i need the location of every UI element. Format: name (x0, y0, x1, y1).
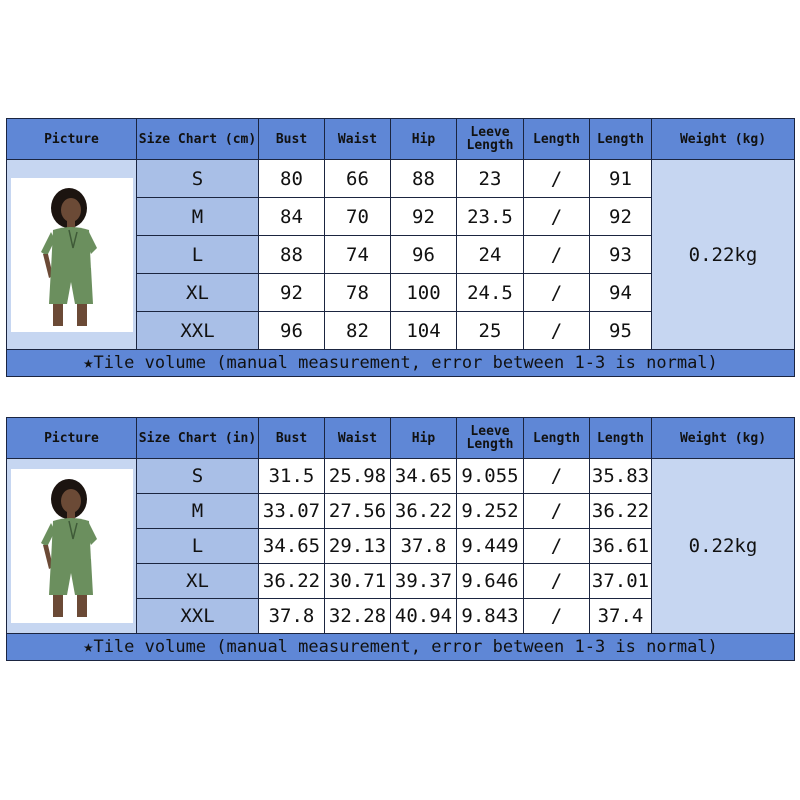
length-2-value: 94 (590, 274, 652, 312)
sleeve-length-value: 9.646 (457, 564, 524, 599)
length-1-value: / (524, 274, 590, 312)
product-picture (7, 459, 137, 634)
bust-value: 33.07 (259, 494, 325, 529)
measurement-note: ★Tile volume (manual measurement, error between 1-3 is normal) (7, 350, 795, 377)
header-weight: Weight (kg) (652, 418, 795, 459)
bust-value: 36.22 (259, 564, 325, 599)
header-picture: Picture (7, 418, 137, 459)
size-chart-cm (6, 118, 794, 377)
size-label: S (137, 160, 259, 198)
sleeve-length-value: 9.055 (457, 459, 524, 494)
length-2-value: 37.4 (590, 599, 652, 634)
sleeve-length-value: 23 (457, 160, 524, 198)
hip-value: 104 (391, 312, 457, 350)
header-sleeve-length: Leeve Length (457, 418, 524, 459)
size-label: M (137, 198, 259, 236)
header-size-chart: Size Chart (in) (137, 418, 259, 459)
header-bust: Bust (259, 418, 325, 459)
table-row (7, 459, 795, 494)
header-row (7, 119, 795, 160)
length-2-value: 93 (590, 236, 652, 274)
length-2-value: 35.83 (590, 459, 652, 494)
size-label: L (137, 529, 259, 564)
header-length-1: Length (524, 418, 590, 459)
hip-value: 92 (391, 198, 457, 236)
hip-value: 39.37 (391, 564, 457, 599)
waist-value: 66 (325, 160, 391, 198)
waist-value: 30.71 (325, 564, 391, 599)
bust-value: 34.65 (259, 529, 325, 564)
hip-value: 40.94 (391, 599, 457, 634)
size-label: XXL (137, 312, 259, 350)
bust-value: 84 (259, 198, 325, 236)
length-1-value: / (524, 160, 590, 198)
product-picture (7, 160, 137, 350)
note-row (7, 634, 795, 661)
header-length-2: Length (590, 119, 652, 160)
header-hip: Hip (391, 418, 457, 459)
size-label: XL (137, 274, 259, 312)
length-2-value: 36.22 (590, 494, 652, 529)
measurement-note: ★Tile volume (manual measurement, error between 1-3 is normal) (7, 634, 795, 661)
bust-value: 92 (259, 274, 325, 312)
bust-value: 96 (259, 312, 325, 350)
length-2-value: 91 (590, 160, 652, 198)
waist-value: 82 (325, 312, 391, 350)
hip-value: 34.65 (391, 459, 457, 494)
waist-value: 25.98 (325, 459, 391, 494)
length-2-value: 36.61 (590, 529, 652, 564)
length-1-value: / (524, 198, 590, 236)
header-waist: Waist (325, 119, 391, 160)
size-table-cm (6, 118, 795, 377)
waist-value: 27.56 (325, 494, 391, 529)
length-1-value: / (524, 494, 590, 529)
length-1-value: / (524, 564, 590, 599)
size-label: L (137, 236, 259, 274)
header-length-1: Length (524, 119, 590, 160)
size-chart-in (6, 417, 794, 661)
length-1-value: / (524, 599, 590, 634)
bust-value: 80 (259, 160, 325, 198)
length-2-value: 95 (590, 312, 652, 350)
sleeve-length-value: 24.5 (457, 274, 524, 312)
header-waist: Waist (325, 418, 391, 459)
size-label: S (137, 459, 259, 494)
header-picture: Picture (7, 119, 137, 160)
bust-value: 37.8 (259, 599, 325, 634)
header-weight: Weight (kg) (652, 119, 795, 160)
header-bust: Bust (259, 119, 325, 160)
sleeve-length-value: 24 (457, 236, 524, 274)
hip-value: 100 (391, 274, 457, 312)
size-label: M (137, 494, 259, 529)
hip-value: 88 (391, 160, 457, 198)
bust-value: 31.5 (259, 459, 325, 494)
header-size-chart: Size Chart (cm) (137, 119, 259, 160)
hip-value: 36.22 (391, 494, 457, 529)
waist-value: 29.13 (325, 529, 391, 564)
size-table-in (6, 417, 795, 661)
model-photo-icon (11, 469, 133, 623)
sleeve-length-value: 25 (457, 312, 524, 350)
waist-value: 70 (325, 198, 391, 236)
length-1-value: / (524, 236, 590, 274)
waist-value: 78 (325, 274, 391, 312)
length-2-value: 92 (590, 198, 652, 236)
table-row (7, 160, 795, 198)
weight-value: 0.22kg (652, 459, 795, 634)
sleeve-length-value: 9.449 (457, 529, 524, 564)
note-row (7, 350, 795, 377)
header-row (7, 418, 795, 459)
model-photo-icon (11, 178, 133, 332)
length-1-value: / (524, 529, 590, 564)
hip-value: 96 (391, 236, 457, 274)
header-length-2: Length (590, 418, 652, 459)
sleeve-length-value: 9.252 (457, 494, 524, 529)
size-label: XL (137, 564, 259, 599)
header-hip: Hip (391, 119, 457, 160)
length-2-value: 37.01 (590, 564, 652, 599)
length-1-value: / (524, 459, 590, 494)
sleeve-length-value: 23.5 (457, 198, 524, 236)
hip-value: 37.8 (391, 529, 457, 564)
waist-value: 32.28 (325, 599, 391, 634)
sleeve-length-value: 9.843 (457, 599, 524, 634)
bust-value: 88 (259, 236, 325, 274)
length-1-value: / (524, 312, 590, 350)
weight-value: 0.22kg (652, 160, 795, 350)
waist-value: 74 (325, 236, 391, 274)
size-label: XXL (137, 599, 259, 634)
header-sleeve-length: Leeve Length (457, 119, 524, 160)
